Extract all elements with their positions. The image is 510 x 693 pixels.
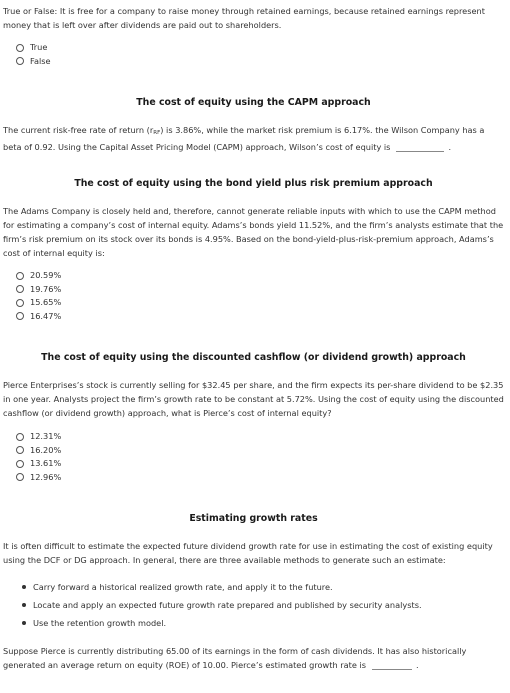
dcf-options xyxy=(3,430,504,484)
tf-option-false[interactable] xyxy=(16,55,504,69)
growth-answer-blank[interactable] xyxy=(372,660,412,670)
option-label: 20.59% xyxy=(30,270,62,281)
bond-yield-option[interactable] xyxy=(16,269,504,283)
bond-yield-options xyxy=(3,269,504,323)
growth-heading: Estimating growth rates xyxy=(189,513,318,524)
dcf-section xyxy=(3,351,504,484)
radio-button-icon[interactable] xyxy=(16,312,24,320)
dcf-option[interactable] xyxy=(16,430,504,444)
option-label: False xyxy=(30,55,51,66)
growth-question-text xyxy=(3,644,504,672)
list-item: Locate and apply an expected future growth rate prepared and published by security analysts. xyxy=(3,598,504,612)
dcf-heading: The cost of equity using the discounted cashflow (or dividend growth) approach xyxy=(41,352,466,363)
list-item: Use the retention growth model. xyxy=(3,616,504,630)
radio-button-icon[interactable] xyxy=(16,285,24,293)
radio-button-icon[interactable] xyxy=(16,44,24,52)
capm-text-end: . xyxy=(448,142,452,152)
radio-button-icon[interactable] xyxy=(16,272,24,280)
option-label: 12.96% xyxy=(30,471,62,482)
capm-text-part1: The current risk-free rate of return (r xyxy=(3,125,154,135)
bond-yield-section xyxy=(3,177,504,323)
option-label: 13.61% xyxy=(30,458,62,469)
growth-intro-text: It is often difficult to estimate the expected future dividend growth rate for use in estimating the cost of existing equity using the DCF or DG approach. In general, there are three available methods to generate such an estimate: xyxy=(3,541,493,565)
bond-yield-question-text: The Adams Company is closely held and, therefore, cannot generate reliable inputs with which to use the CAPM method for estimating a company’s cost of internal equity. Adams’s bonds yield 11.52%, and the firm’s analysts estimate that the firm’s risk premium on its stock over its bonds is 4.95%. Based on the bond-yield-plus-risk-premium approach, Adams’s cost of internal equity is: xyxy=(3,206,504,258)
capm-section xyxy=(3,96,504,154)
dcf-option[interactable] xyxy=(16,471,504,485)
tf-question-text: True or False: It is free for a company to raise money through retained earnings, because retained earnings represent money that is left over after dividends are paid out to shareholders. xyxy=(3,6,485,30)
dcf-question-text: Pierce Enterprises’s stock is currently selling for $32.45 per share, and the firm expects its per-share dividend to be $2.35 in one year. Analysts project the firm’s growth rate to be constant at 5.72%. Using the cost of equity using the discounted cashflow (or dividend growth) approach, what is Pierce’s cost of internal equity? xyxy=(3,380,504,418)
radio-button-icon[interactable] xyxy=(16,446,24,454)
capm-answer-blank[interactable] xyxy=(396,142,444,152)
list-item: Carry forward a historical realized growth rate, and apply it to the future. xyxy=(3,580,504,594)
tf-option-true[interactable] xyxy=(16,41,504,55)
growth-methods-list xyxy=(3,580,504,630)
capm-question-text xyxy=(3,123,504,154)
tf-question xyxy=(3,4,504,68)
option-label: 15.65% xyxy=(30,297,62,308)
growth-final-text: Suppose Pierce is currently distributing 65.00 of its earnings in the form of cash dividends. It has also historically generated an average return on equity (ROE) of 10.00. Pierce’s estimated growth rate is xyxy=(3,646,467,670)
bond-yield-option[interactable] xyxy=(16,310,504,324)
option-label: 16.47% xyxy=(30,310,62,321)
radio-button-icon[interactable] xyxy=(16,299,24,307)
capm-heading: The cost of equity using the CAPM approach xyxy=(136,97,371,108)
tf-options xyxy=(3,41,504,68)
radio-button-icon[interactable] xyxy=(16,460,24,468)
option-label: 16.20% xyxy=(30,444,62,455)
growth-text-end: . xyxy=(416,660,419,670)
capm-text-part2: ) is 3.86%, while the market risk premium is 6.17%. the Wilson Company has a beta of 0.92. Using the Capital Asset Pricing Model (CAPM) approach, Wilson’s cost of equity is xyxy=(3,125,485,152)
option-label: 12.31% xyxy=(30,431,62,442)
option-label: 19.76% xyxy=(30,283,62,294)
dcf-option[interactable] xyxy=(16,444,504,458)
capm-subscript: RF xyxy=(153,130,161,136)
bond-yield-heading: The cost of equity using the bond yield plus risk premium approach xyxy=(74,178,433,189)
radio-button-icon[interactable] xyxy=(16,57,24,65)
bond-yield-option[interactable] xyxy=(16,283,504,297)
growth-section xyxy=(3,512,504,672)
bond-yield-option[interactable] xyxy=(16,296,504,310)
radio-button-icon[interactable] xyxy=(16,473,24,481)
radio-button-icon[interactable] xyxy=(16,433,24,441)
dcf-option[interactable] xyxy=(16,457,504,471)
option-label: True xyxy=(30,42,48,53)
